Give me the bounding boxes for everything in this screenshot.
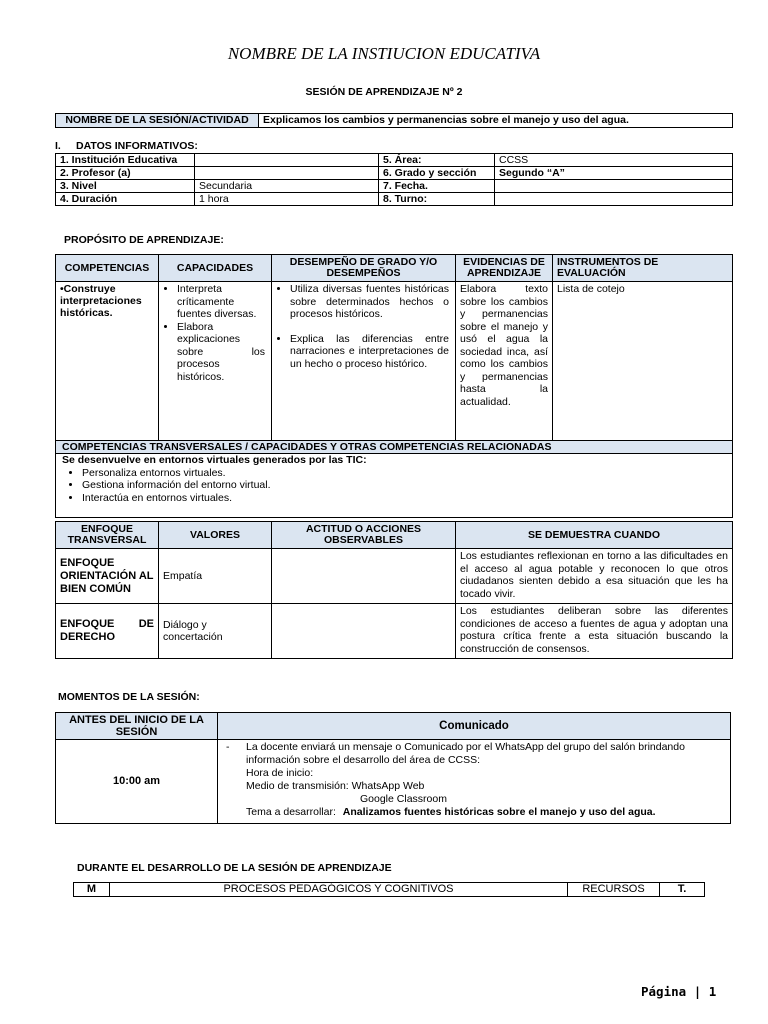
transversal-item: • Gestiona información del entorno virtual.	[82, 479, 726, 492]
page-number: 1	[708, 984, 717, 999]
col-demuestra: SE DEMUESTRA CUANDO	[456, 522, 733, 549]
antes-header: ANTES DEL INICIO DE LA SESIÓN	[56, 713, 218, 740]
institution-title: NOMBRE DE LA INSTIUCION EDUCATIVA	[227, 44, 541, 63]
datos-table	[55, 153, 733, 206]
session-name-value: Explicamos los cambios y permanencias sobre el manejo y uso del agua.	[259, 114, 733, 128]
enfoque-valor: Diálogo y concertación	[159, 604, 272, 659]
datos-heading-number: I.	[55, 140, 61, 152]
desempeno-item: • Explica las diferencias entre narraciones e interpretaciones de un hecho o proceso histórico.	[290, 333, 449, 371]
page-footer	[641, 984, 716, 999]
datos-value	[195, 154, 379, 167]
evidencia-cell: Elabora texto sobre los cambios y permanencias sobre el manejo y usó el agua la sociedad inca, así como los cambios y permanencias hasta la actualidad.	[456, 282, 553, 441]
enfoque-actitud	[272, 604, 456, 659]
comunicado-line	[246, 806, 724, 819]
durante-table	[73, 882, 705, 897]
datos-label: 6. Grado y sección	[379, 167, 495, 180]
datos-label: 2. Profesor (a)	[56, 167, 195, 180]
proposito-table	[55, 254, 733, 518]
session-time: 10:00 am	[56, 740, 218, 824]
col-evidencias: EVIDENCIAS DE APRENDIZAJE	[456, 255, 553, 282]
col-valores: VALORES	[159, 522, 272, 549]
datos-value	[495, 193, 733, 206]
col-capacidades: CAPACIDADES	[159, 255, 272, 282]
comunicado-line: La docente enviará un mensaje o Comunicado por el WhatsApp del grupo del salón brindando información sobre el desarrollo del área de CCSS:	[246, 741, 685, 766]
enfoque-name: ENFOQUE ORIENTACIÓN AL BIEN COMÚN	[56, 549, 159, 604]
momentos-table	[55, 712, 731, 824]
datos-label: 4. Duración	[56, 193, 195, 206]
datos-value: CCSS	[495, 154, 733, 167]
col-enfoque: ENFOQUE TRANSVERSAL	[56, 522, 159, 549]
datos-label: 7. Fecha.	[379, 180, 495, 193]
enfoques-table	[55, 521, 733, 659]
competencia-cell: •Construye interpretaciones históricas.	[56, 282, 159, 441]
session-name-table	[55, 113, 733, 128]
datos-value	[195, 167, 379, 180]
enfoque-valor: Empatía	[159, 549, 272, 604]
col-m: M	[74, 883, 110, 897]
datos-value: Secundaria	[195, 180, 379, 193]
datos-heading: DATOS INFORMATIVOS:	[76, 140, 198, 152]
session-name-label: NOMBRE DE LA SESIÓN/ACTIVIDAD	[56, 114, 259, 128]
datos-label: 3. Nivel	[56, 180, 195, 193]
datos-label: 1. Institución Educativa	[56, 154, 195, 167]
desempenos-cell	[272, 282, 456, 441]
col-recursos: RECURSOS	[568, 883, 660, 897]
datos-value: Segundo “A”	[495, 167, 733, 180]
instrumento-cell: Lista de cotejo	[553, 282, 733, 441]
col-competencias: COMPETENCIAS	[56, 255, 159, 282]
durante-heading: DURANTE EL DESARROLLO DE LA SESIÓN DE APRENDIZAJE	[77, 862, 392, 874]
transversal-item: • Interactúa en entornos virtuales.	[82, 492, 726, 505]
tema-label: Tema a desarrollar:	[246, 806, 336, 818]
enfoque-demuestra: Los estudiantes deliberan sobre las diferentes condiciones de acceso a fuentes de agua y adoptan una postura crítica frente a esta situación buscando la construcción de consensos.	[456, 604, 733, 659]
dash-bullet: -	[226, 741, 230, 753]
desempeno-item: • Utiliza diversas fuentes históricas sobre determinados hechos o procesos históricos.	[290, 283, 449, 321]
session-number: SESIÓN DE APRENDIZAJE Nº 2	[305, 86, 463, 98]
transversal-cell	[56, 454, 733, 518]
datos-value	[495, 180, 733, 193]
capacidad-item: • Interpreta críticamente fuentes diversas.	[177, 283, 265, 321]
transversal-competencia: Se desenvuelve en entornos virtuales generados por las TIC:	[62, 454, 367, 466]
datos-value: 1 hora	[195, 193, 379, 206]
transversal-item: • Personaliza entornos virtuales.	[82, 467, 726, 480]
page-separator: |	[693, 984, 702, 999]
transversal-heading: COMPETENCIAS TRANSVERSALES / CAPACIDADES Y OTRAS COMPETENCIAS RELACIONADAS	[56, 441, 733, 454]
col-instrumentos: INSTRUMENTOS DE EVALUACIÓN	[553, 255, 733, 282]
comunicado-line: Medio de transmisión: WhatsApp Web	[246, 780, 425, 792]
capacidades-cell	[159, 282, 272, 441]
comunicado-header: Comunicado	[218, 713, 731, 740]
datos-label: 8. Turno:	[379, 193, 495, 206]
datos-label: 5. Área:	[379, 154, 495, 167]
enfoque-demuestra: Los estudiantes reflexionan en torno a las dificultades en el acceso al agua potable y reconocen lo que otros ciudadanos sienten debido a esa situación que les ha tocado vivir.	[456, 549, 733, 604]
col-t: T.	[660, 883, 705, 897]
comunicado-line: Google Classroom	[360, 793, 447, 805]
momentos-heading: MOMENTOS DE LA SESIÓN:	[58, 691, 200, 703]
comunicado-cell	[218, 740, 731, 824]
col-actitud: ACTITUD O ACCIONES OBSERVABLES	[272, 522, 456, 549]
enfoque-name: ENFOQUE DE DERECHO	[56, 604, 159, 659]
col-desempeno: DESEMPEÑO DE GRADO Y/O DESEMPEÑOS	[272, 255, 456, 282]
proposito-heading: PROPÓSITO DE APRENDIZAJE:	[64, 234, 224, 246]
col-procesos: PROCESOS PEDAGÓGICOS Y COGNITIVOS	[110, 883, 568, 897]
capacidad-item: • Elabora explicaciones sobre los procesos históricos.	[177, 321, 265, 384]
enfoque-actitud	[272, 549, 456, 604]
tema-value: Analizamos fuentes históricas sobre el manejo y uso del agua.	[342, 806, 656, 818]
page-label: Página	[641, 984, 687, 999]
comunicado-line: Hora de inicio:	[246, 767, 314, 779]
